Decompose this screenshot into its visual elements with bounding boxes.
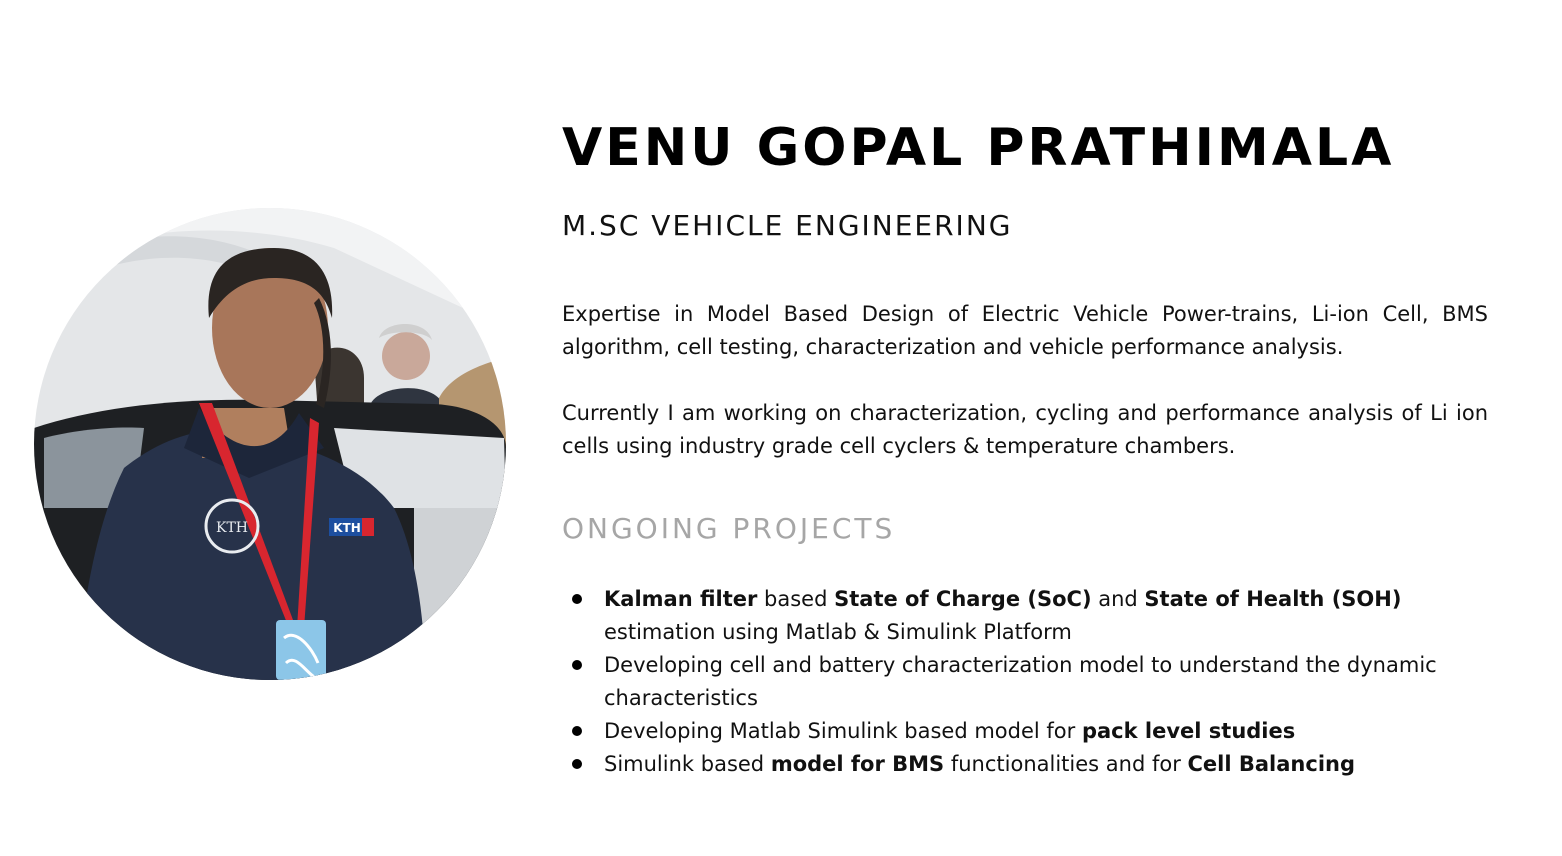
list-item: [562, 748, 1488, 781]
person-name: VENU GOPAL PRATHIMALA: [562, 118, 1395, 178]
project-highlight: model for BMS: [770, 752, 945, 776]
degree-title: M.SC VEHICLE ENGINEERING: [562, 209, 1013, 242]
project-highlight: State of Health (SOH): [1144, 587, 1402, 611]
profile-photo-illustration: [34, 208, 506, 680]
profile-content: [562, 112, 1488, 781]
project-text: estimation using Matlab & Simulink Platform: [604, 620, 1072, 644]
project-text: based: [757, 587, 835, 611]
project-highlight: Cell Balancing: [1187, 752, 1356, 776]
kth-emblem-text: KTH: [215, 520, 249, 536]
bullet-icon: [572, 759, 582, 769]
current-work-paragraph: Currently I am working on characterization, cycling and performance analysis of Li ion cells using industry grade cell cyclers & temperature chambers.: [562, 401, 1488, 458]
projects-list: [562, 583, 1488, 781]
kth-logo-accent: [362, 518, 374, 536]
kth-logo-text: KTH: [333, 521, 361, 535]
badge-card: [276, 620, 326, 680]
bullet-icon: [572, 726, 582, 736]
project-text: and: [1091, 587, 1145, 611]
list-item: [562, 583, 1488, 649]
project-text: Developing Matlab Simulink based model for: [604, 719, 1082, 743]
project-text: Developing cell and battery characterization model to understand the dynamic characteristics: [604, 653, 1437, 710]
project-highlight: State of Charge (SoC): [834, 587, 1092, 611]
ongoing-projects-heading: ONGOING PROJECTS: [562, 512, 896, 545]
list-item: [562, 649, 1488, 715]
bullet-icon: [572, 660, 582, 670]
list-item: [562, 715, 1488, 748]
bullet-icon: [572, 594, 582, 604]
project-text: Simulink based: [604, 752, 771, 776]
project-highlight: pack level studies: [1081, 719, 1296, 743]
profile-photo: [34, 208, 506, 680]
bystander-head: [382, 332, 430, 380]
expertise-paragraph: Expertise in Model Based Design of Electric Vehicle Power-trains, Li-ion Cell, BMS algorithm, cell testing, characterization and vehicle performance analysis.: [562, 302, 1488, 359]
project-highlight: Kalman filter: [604, 587, 758, 611]
car-door-panel: [414, 508, 506, 628]
project-text: functionalities and for: [944, 752, 1188, 776]
